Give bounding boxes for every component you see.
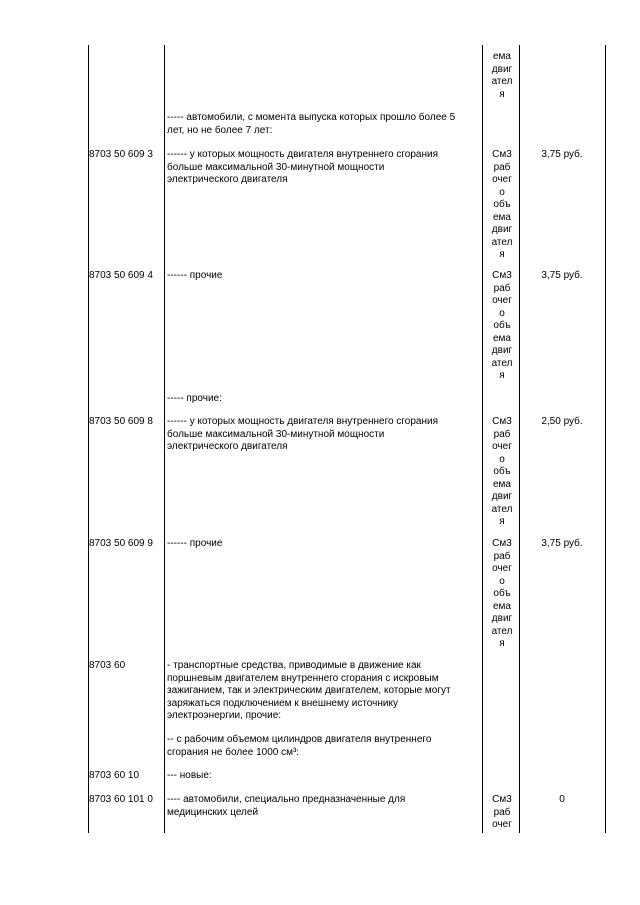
code-cell: 8703 50 609 4 [89, 270, 153, 281]
table-border-left [88, 45, 89, 833]
code-cell: 8703 50 609 8 [89, 416, 153, 427]
table-border-right [605, 45, 606, 833]
description-cell: ----- прочие: [167, 393, 222, 404]
unit-cell: ема двиг ател я [491, 51, 513, 100]
description-cell: ------ у которых мощность двигателя внутреннего сгорания больше максимальной 30-минутной мощности электрического двигателя [167, 416, 439, 452]
rate-cell: 2,50 руб. [541, 416, 583, 427]
description-cell: ------ прочие [167, 270, 223, 281]
description-cell: --- новые: [167, 770, 212, 781]
code-cell: 8703 60 101 0 [89, 794, 153, 805]
code-cell: 8703 60 [89, 660, 126, 671]
description-cell: - транспортные средства, приводимые в движение как поршневым двигателем внутреннего сгорания с искровым зажиганием, так и электрическим двигателем, которые могут заряжаться подключением к внешнему источнику электроэнергии, прочие: [167, 660, 451, 721]
rate-cell: 3,75 руб. [541, 149, 583, 160]
description-cell: ------ прочие [167, 538, 223, 549]
code-cell: 8703 60 10 [89, 770, 140, 781]
description-cell: ---- автомобили, специально предназначенные для медицинских целей [167, 794, 406, 818]
rate-cell: 0 [559, 794, 565, 805]
table-column-divider [519, 45, 520, 833]
rate-cell: 3,75 руб. [541, 538, 583, 549]
description-cell: ------ у которых мощность двигателя внутреннего сгорания больше максимальной 30-минутной мощности электрического двигателя [167, 149, 439, 185]
table-column-divider [164, 45, 165, 833]
unit-cell: См3 раб очег о объ ема двиг ател я [491, 270, 513, 381]
description-cell: ----- автомобили, с момента выпуска которых прошло более 5 лет, но не более 7 лет: [167, 112, 456, 136]
unit-cell: См3 раб очег [492, 794, 512, 830]
table-column-divider [482, 45, 483, 833]
description-cell: -- с рабочим объемом цилиндров двигателя внутреннего сгорания не более 1000 см³: [167, 734, 432, 758]
code-cell: 8703 50 609 3 [89, 149, 153, 160]
rate-cell: 3,75 руб. [541, 270, 583, 281]
unit-cell: См3 раб очег о объ ема двиг ател я [491, 538, 513, 649]
unit-cell: См3 раб очег о объ ема двиг ател я [491, 149, 513, 260]
code-cell: 8703 50 609 9 [89, 538, 153, 549]
unit-cell: См3 раб очег о объ ема двиг ател я [491, 416, 513, 527]
